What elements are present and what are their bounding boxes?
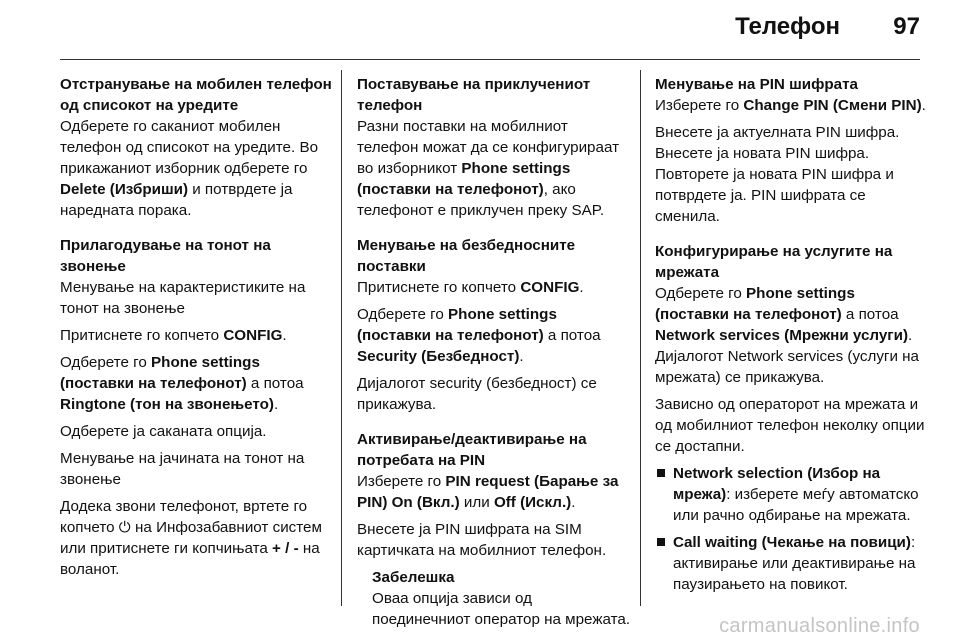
text: Изберете го	[655, 97, 744, 114]
text: Одберете го	[655, 285, 747, 302]
paragraph	[60, 496, 334, 580]
section-heading: Активирање/деактивирање на потребата на PIN	[357, 431, 587, 469]
header-rule	[60, 59, 920, 60]
text: Дијалогот Network services (услуги на мрежата) се прикажува.	[655, 348, 920, 386]
list-item	[655, 463, 929, 526]
paragraph	[357, 471, 631, 513]
menu-option-ringtone: Ringtone (тон на звонењето)	[60, 396, 274, 413]
column-2	[357, 74, 631, 644]
button-name-config: CONFIG	[520, 279, 580, 296]
section-security	[357, 235, 631, 415]
paragraph	[60, 352, 334, 415]
menu-option-delete: Delete (Избриши)	[60, 181, 188, 198]
paragraph	[655, 95, 929, 116]
menu-option-phone-settings: Phone settings (поставки на телефонот)	[357, 160, 571, 198]
text: и потврдете ја наредната порака.	[60, 181, 293, 219]
text: .	[274, 396, 279, 413]
text: , ако телефонот е приклучен преку SAP.	[357, 181, 605, 219]
text: .	[579, 279, 584, 296]
text: : изберете меѓу автоматско или рачно одбирање на мрежата.	[673, 486, 919, 524]
section-heading: Конфигурирање на услугите на мрежата	[655, 243, 893, 281]
text: .	[921, 97, 926, 114]
text: на Инфозабавниот систем или притиснете ги копчињата	[60, 519, 322, 557]
square-bullet-icon	[657, 469, 665, 477]
text: а потоа	[246, 375, 304, 392]
section-heading: Прилагодување на тонот на звонење	[60, 237, 271, 275]
menu-option-call-waiting: Call waiting (Чекање на повици)	[673, 534, 911, 551]
text: Изберете го	[357, 473, 446, 490]
menu-option-network-selection: Network selection (Избор на мрежа)	[673, 465, 881, 503]
section-heading: Поставување на приклучениот телефон	[357, 76, 591, 114]
paragraph	[655, 283, 929, 388]
column-3	[655, 74, 929, 609]
section-heading: Менување на PIN шифрата	[655, 76, 858, 93]
text: на воланот.	[60, 540, 320, 578]
text: Одберете го	[357, 306, 449, 323]
paragraph: Внесете ја актуелната PIN шифра. Внесете ја новата PIN шифра. Повторете ја новата PIN шифра и потврдете ја. PIN шифрата се сменила.	[655, 124, 900, 225]
menu-option-pin-off: Off (Искл.)	[493, 494, 572, 511]
text: Додека звони телефонот, вртете го копчето	[60, 498, 308, 536]
text: или	[459, 494, 494, 511]
column-divider-1	[341, 70, 342, 606]
note-heading: Забелешка	[372, 569, 455, 586]
paragraph: Дијалогот security (безбедност) се прикажува.	[357, 375, 597, 413]
text: Притиснете го копчето	[60, 327, 224, 344]
square-bullet-icon	[657, 538, 665, 546]
paragraph: Менување на јачината на тонот на звонење	[60, 450, 305, 488]
power-knob-icon: ⏻	[118, 519, 131, 536]
text: .	[519, 348, 524, 365]
paragraph: Зависно од операторот на мрежата и од мобилниот телефон неколку опции се достапни.	[655, 396, 925, 455]
section-connected-phone	[357, 74, 631, 221]
column-divider-2	[640, 70, 641, 606]
section-remove-phone	[60, 74, 334, 221]
page-number: 97	[893, 13, 920, 40]
menu-option-security: Security (Безбедност)	[357, 348, 520, 365]
text: .	[571, 494, 576, 511]
text: Одберете го	[60, 354, 152, 371]
text: : активирање или деактивирање на паузирањето на повикот.	[673, 534, 916, 593]
text: Притиснете го копчето	[357, 279, 521, 296]
menu-option-network-services: Network services (Мрежни услуги)	[655, 327, 909, 344]
menu-option-phone-settings: Phone settings (поставки на телефонот)	[655, 285, 855, 323]
menu-option-phone-settings: Phone settings (поставки на телефонот)	[60, 354, 260, 392]
text: а потоа	[841, 306, 899, 323]
section-heading: Менување на безбедносните поставки	[357, 237, 576, 275]
section-ringtone	[60, 235, 334, 580]
paragraph	[60, 325, 334, 346]
paragraph	[357, 277, 631, 298]
section-change-pin	[655, 74, 929, 227]
list-item	[655, 532, 929, 595]
paragraph	[357, 304, 631, 367]
section-heading: Отстранување на мобилен телефон од списокот на уредите	[60, 76, 332, 114]
paragraph: Внесете ја PIN шифрата на SIM картичката на мобилниот телефон.	[357, 521, 607, 559]
section-pin-request	[357, 429, 631, 630]
column-1	[60, 74, 334, 594]
button-name-plus-minus: + / -	[272, 540, 299, 557]
paragraph	[357, 116, 631, 221]
paragraph: Менување на карактеристиките на тонот на звонење	[60, 279, 306, 317]
page-title: Телефон	[735, 13, 840, 40]
text: Разни поставки на мобилниот телефон можат да се конфигурираат во изборникот	[357, 118, 620, 177]
paragraph	[60, 116, 334, 221]
text: .	[282, 327, 287, 344]
section-network-services	[655, 241, 929, 595]
text: .	[908, 327, 913, 344]
button-name-config: CONFIG	[223, 327, 283, 344]
note-box	[357, 567, 631, 630]
menu-option-pin-on: PIN request (Барање за PIN) On (Вкл.)	[357, 473, 619, 511]
note-text: Оваа опција зависи од поединечниот оператор на мрежата.	[372, 590, 631, 628]
menu-option-phone-settings: Phone settings (поставки на телефонот)	[357, 306, 557, 344]
text: а потоа	[543, 327, 601, 344]
paragraph: Одберете ја саканата опција.	[60, 423, 267, 440]
menu-option-change-pin: Change PIN (Смени PIN)	[743, 97, 922, 114]
text: Одберете го саканиот мобилен телефон од списокот на уредите. Во прикажаниот изборник одберете го	[60, 118, 319, 177]
watermark: carmanualsonline.info	[719, 615, 920, 637]
